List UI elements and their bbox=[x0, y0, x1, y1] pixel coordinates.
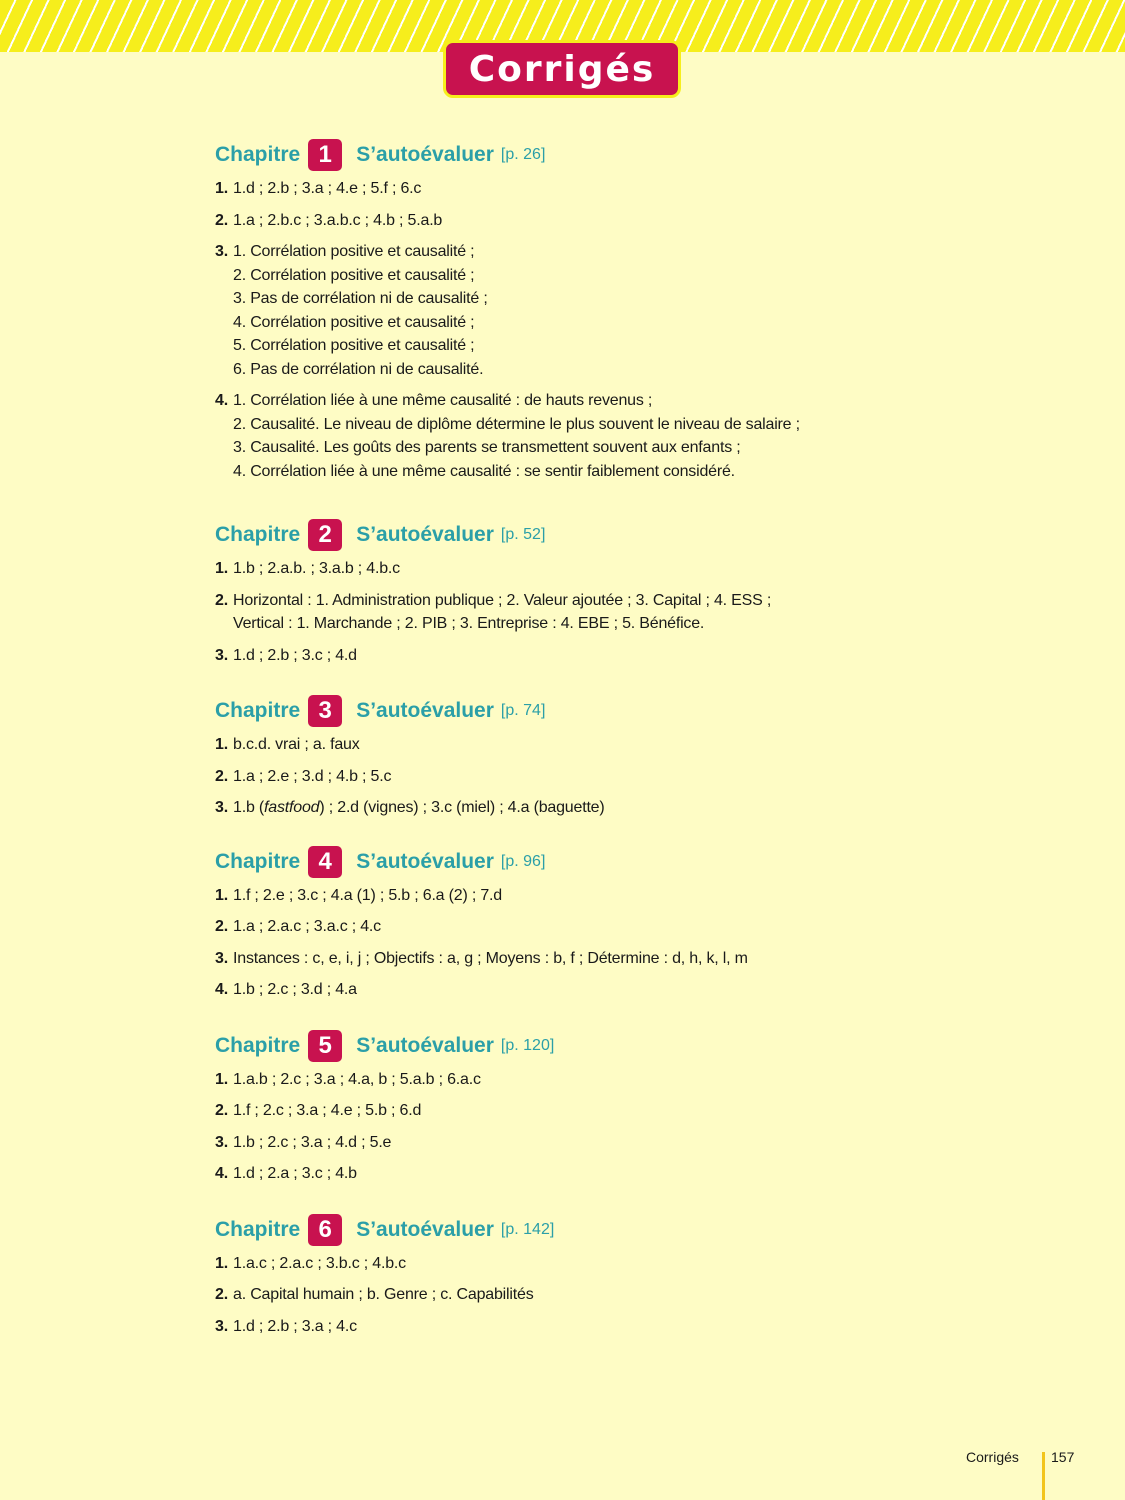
answer-item bbox=[215, 978, 915, 1002]
answer-item bbox=[215, 1099, 915, 1123]
footer-divider bbox=[1042, 1452, 1045, 1500]
chapter-page-ref: [p. 96] bbox=[500, 852, 546, 870]
answer-item bbox=[215, 1252, 915, 1276]
chapter-number-badge: 3 bbox=[308, 695, 342, 727]
chapter-number-badge: 6 bbox=[308, 1214, 342, 1246]
chapter-section-3 bbox=[215, 691, 915, 820]
answer-number: 3. bbox=[215, 949, 228, 967]
answer-item bbox=[215, 209, 915, 233]
answer-number: 3. bbox=[215, 243, 228, 260]
answer-item bbox=[215, 733, 915, 757]
answer-number: 2. bbox=[215, 918, 228, 935]
answer-line: 1.b ; 2.c ; 3.d ; 4.a bbox=[233, 981, 357, 998]
answer-line: 2. Corrélation positive et causalité ; bbox=[233, 266, 475, 284]
chapter-heading bbox=[215, 842, 915, 882]
answer-line: b.c.d. vrai ; a. faux bbox=[233, 736, 360, 753]
chapter-number-badge: 1 bbox=[308, 139, 342, 171]
chapter-word: Chapitre bbox=[215, 1217, 301, 1241]
answer-number: 2. bbox=[215, 591, 228, 609]
chapter-number-badge: 4 bbox=[308, 846, 342, 878]
chapter-word: Chapitre bbox=[215, 143, 301, 166]
answer-number: 4. bbox=[215, 392, 228, 409]
answer-number: 4. bbox=[215, 981, 228, 998]
answer-item bbox=[215, 389, 915, 483]
answer-item bbox=[215, 240, 915, 381]
chapter-label: S’autoévaluer bbox=[356, 143, 494, 166]
answer-line: 3. Pas de corrélation ni de causalité ; bbox=[233, 290, 488, 307]
answer-number: 3. bbox=[215, 799, 228, 816]
answer-number: 1. bbox=[215, 180, 228, 197]
answer-number: 3. bbox=[215, 646, 228, 664]
answer-line: 1.a ; 2.a.c ; 3.a.c ; 4.c bbox=[233, 918, 381, 935]
answer-number: 1. bbox=[215, 1254, 228, 1272]
answer-line: 4. Corrélation positive et causalité ; bbox=[233, 313, 475, 331]
chapter-word: Chapitre bbox=[215, 523, 301, 546]
answer-number: 3. bbox=[215, 1133, 228, 1151]
answer-line: 1.b (fastfood) ; 2.d (vignes) ; 3.c (miel) ; 4.a (baguette) bbox=[233, 799, 605, 816]
chapter-heading bbox=[215, 515, 915, 555]
answer-line: a. Capital humain ; b. Genre ; c. Capabilités bbox=[233, 1286, 534, 1303]
answer-number: 2. bbox=[215, 211, 228, 229]
chapter-section-2 bbox=[215, 515, 915, 667]
answer-item bbox=[215, 796, 915, 820]
chapter-label: S’autoévaluer bbox=[356, 1033, 494, 1057]
answer-line: 1.d ; 2.b ; 3.a ; 4.c bbox=[233, 1317, 357, 1335]
answer-item bbox=[215, 177, 915, 201]
answer-number: 4. bbox=[215, 1165, 228, 1182]
page-title: Corrigés bbox=[443, 40, 681, 98]
answer-line: 1.f ; 2.e ; 3.c ; 4.a (1) ; 5.b ; 6.a (2) ; 7.d bbox=[233, 886, 502, 904]
answer-line: 1. Corrélation liée à une même causalité : de hauts revenus ; bbox=[233, 392, 653, 409]
answer-line: Horizontal : 1. Administration publique ; 2. Valeur ajoutée ; 3. Capital ; 4. ESS ; bbox=[233, 591, 772, 609]
answer-number: 2. bbox=[215, 1102, 228, 1119]
answer-number: 1. bbox=[215, 886, 228, 904]
answer-item bbox=[215, 947, 915, 971]
answer-line: Instances : c, e, i, j ; Objectifs : a, g ; Moyens : b, f ; Détermine : d, h, k, l, m bbox=[233, 949, 748, 967]
answer-number: 3. bbox=[215, 1317, 228, 1335]
chapter-page-ref: [p. 26] bbox=[500, 146, 546, 163]
answer-line: 1.d ; 2.b ; 3.a ; 4.e ; 5.f ; 6.c bbox=[233, 180, 422, 197]
chapter-word: Chapitre bbox=[215, 1033, 301, 1057]
answer-item bbox=[215, 1131, 915, 1155]
answer-line: 1.d ; 2.b ; 3.c ; 4.d bbox=[233, 646, 357, 664]
answer-item bbox=[215, 1283, 915, 1307]
answer-line: Vertical : 1. Marchande ; 2. PIB ; 3. Entreprise : 4. EBE ; 5. Bénéfice. bbox=[233, 615, 705, 632]
chapter-number-badge: 2 bbox=[308, 519, 342, 551]
chapter-label: S’autoévaluer bbox=[356, 1217, 494, 1241]
chapter-label: S’autoévaluer bbox=[356, 849, 494, 873]
chapter-label: S’autoévaluer bbox=[356, 699, 494, 722]
chapter-section-5 bbox=[215, 1026, 915, 1186]
answer-line: 1.a.c ; 2.a.c ; 3.b.c ; 4.b.c bbox=[233, 1254, 406, 1272]
chapter-page-ref: [p. 142] bbox=[500, 1220, 555, 1238]
chapter-heading bbox=[215, 1210, 915, 1250]
chapter-word: Chapitre bbox=[215, 849, 301, 873]
answer-number: 1. bbox=[215, 1070, 228, 1088]
answer-item bbox=[215, 557, 915, 581]
answer-item bbox=[215, 884, 915, 908]
footer-page-number: 157 bbox=[1051, 1449, 1075, 1465]
chapter-label: S’autoévaluer bbox=[356, 523, 494, 546]
chapter-section-1 bbox=[215, 135, 915, 483]
answer-item bbox=[215, 765, 915, 789]
answer-line: 1. Corrélation positive et causalité ; bbox=[233, 243, 475, 260]
chapter-page-ref: [p. 52] bbox=[500, 526, 546, 543]
answer-line: 5. Corrélation positive et causalité ; bbox=[233, 337, 475, 354]
answer-line: 3. Causalité. Les goûts des parents se transmettent souvent aux enfants ; bbox=[233, 439, 741, 456]
answer-line: 4. Corrélation liée à une même causalité : se sentir faiblement considéré. bbox=[233, 462, 735, 480]
answer-line: 1.d ; 2.a ; 3.c ; 4.b bbox=[233, 1165, 357, 1182]
chapter-number-badge: 5 bbox=[308, 1030, 342, 1062]
answer-line: 1.f ; 2.c ; 3.a ; 4.e ; 5.b ; 6.d bbox=[233, 1102, 422, 1119]
chapter-word: Chapitre bbox=[215, 699, 301, 722]
answer-line: 1.a ; 2.b.c ; 3.a.b.c ; 4.b ; 5.a.b bbox=[233, 211, 443, 229]
chapter-heading bbox=[215, 1026, 915, 1066]
chapter-section-4 bbox=[215, 842, 915, 1002]
answer-item bbox=[215, 915, 915, 939]
answer-item bbox=[215, 1162, 915, 1186]
chapter-page-ref: [p. 74] bbox=[500, 702, 546, 719]
chapter-page-ref: [p. 120] bbox=[500, 1036, 555, 1054]
chapter-heading bbox=[215, 135, 915, 175]
chapter-heading bbox=[215, 691, 915, 731]
answer-item bbox=[215, 589, 915, 636]
answer-item bbox=[215, 1068, 915, 1092]
answer-number: 1. bbox=[215, 736, 228, 753]
answer-number: 1. bbox=[215, 560, 228, 577]
answer-line: 2. Causalité. Le niveau de diplôme détermine le plus souvent le niveau de salaire ; bbox=[233, 415, 800, 433]
footer-section-label: Corrigés bbox=[966, 1449, 1019, 1465]
answer-line: 1.a ; 2.e ; 3.d ; 4.b ; 5.c bbox=[233, 767, 392, 785]
answer-line: 1.a.b ; 2.c ; 3.a ; 4.a, b ; 5.a.b ; 6.a.c bbox=[233, 1070, 481, 1088]
answer-item bbox=[215, 1315, 915, 1339]
chapter-section-6 bbox=[215, 1210, 915, 1339]
corrections-content bbox=[215, 135, 915, 1338]
answer-line: 1.b ; 2.a.b. ; 3.a.b ; 4.b.c bbox=[233, 560, 400, 577]
answer-line: 1.b ; 2.c ; 3.a ; 4.d ; 5.e bbox=[233, 1133, 392, 1151]
answer-number: 2. bbox=[215, 1286, 228, 1303]
answer-item bbox=[215, 644, 915, 668]
answer-line: 6. Pas de corrélation ni de causalité. bbox=[233, 360, 484, 378]
answer-number: 2. bbox=[215, 767, 228, 785]
